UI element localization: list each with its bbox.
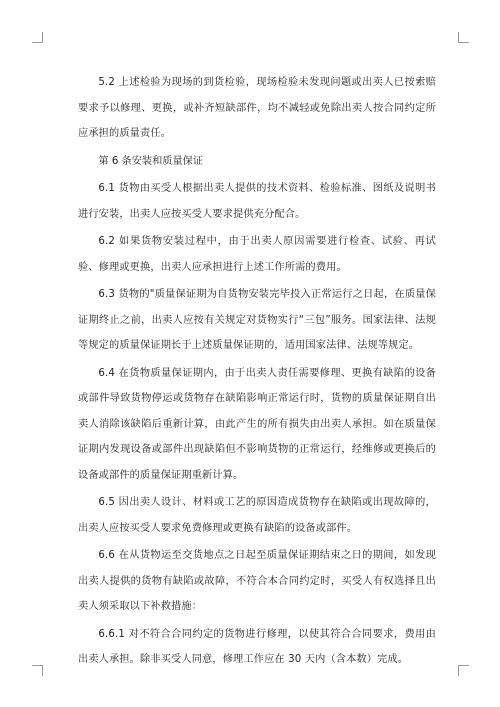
crop-mark-bottom-right xyxy=(458,665,469,676)
paragraph-6-3: 6.3 货物的"质量保证期为自货物安装完毕投入正常运行之日起，在质量保证期终止之前，出卖人应按有关规定对货物实行“三包”服务。国家法律、法规等规定的质量保证期长于上述质量保证期的，适用国家法律、法规等规定。 xyxy=(78,289,436,351)
paragraph-6-5: 6.5 因出卖人设计、材料或工艺的原因造成货物存在缺陷或出现故障的，出卖人应按买受人要求免费修理或更换有缺陷的设备或部件。 xyxy=(78,497,436,534)
paragraph-6-4: 6.4 在货物质量保证期内，由于出卖人责任需要修理、更换有缺陷的设备或部件导致货物停运或货物存在缺陷影响正常运行时，货物的质量保证期自出卖人消除该缺陷后重新计算，由此产生的所有损失由出卖人承担。如在质量保证期内发现设备或部件出现缺陷但不影响货物的正常运行，经维修或更换后的设备或部件的质量保证期重新计算。 xyxy=(78,367,436,481)
document-body xyxy=(78,70,436,673)
paragraph-6-1: 6.1 货物由买受人根据出卖人提供的技术资料、检验标准、图纸及说明书进行安装，出卖人应按买受人要求提供充分配合。 xyxy=(78,183,436,220)
crop-mark-top-left xyxy=(32,32,43,43)
crop-mark-top-right xyxy=(458,32,469,43)
paragraph-6-6-1: 6.6.1 对不符合合同约定的货物进行修理，以使其符合合同要求，费用由出卖人承担。除非买受人同意，修理工作应在 30 天内（含本数）完成。 xyxy=(78,628,436,665)
section-heading-6: 第 6 条安装和质量保证 xyxy=(98,155,204,167)
paragraph-6-2: 6.2 如果货物安装过程中，由于出卖人原因需要进行检查、试验、再试验、修理或更换，出卖人应承担进行上述工作所需的费用。 xyxy=(78,236,436,273)
crop-mark-bottom-left xyxy=(32,665,43,676)
paragraph-5-2: 5.2 上述检验为现场的到货检验，现场检验未发现问题或出卖人已按索赔要求予以修理、更换，或补齐短缺部件，均不减轻或免除出卖人按合同约定所应承担的质量责任。 xyxy=(78,77,436,139)
paragraph-6-6: 6.6 在从货物运至交货地点之日起至质量保证期结束之日的期间，如发现出卖人提供的货物有缺陷或故障，不符合本合同约定时，买受人有权选择且出卖人须采取以下补救措施： xyxy=(78,550,436,612)
